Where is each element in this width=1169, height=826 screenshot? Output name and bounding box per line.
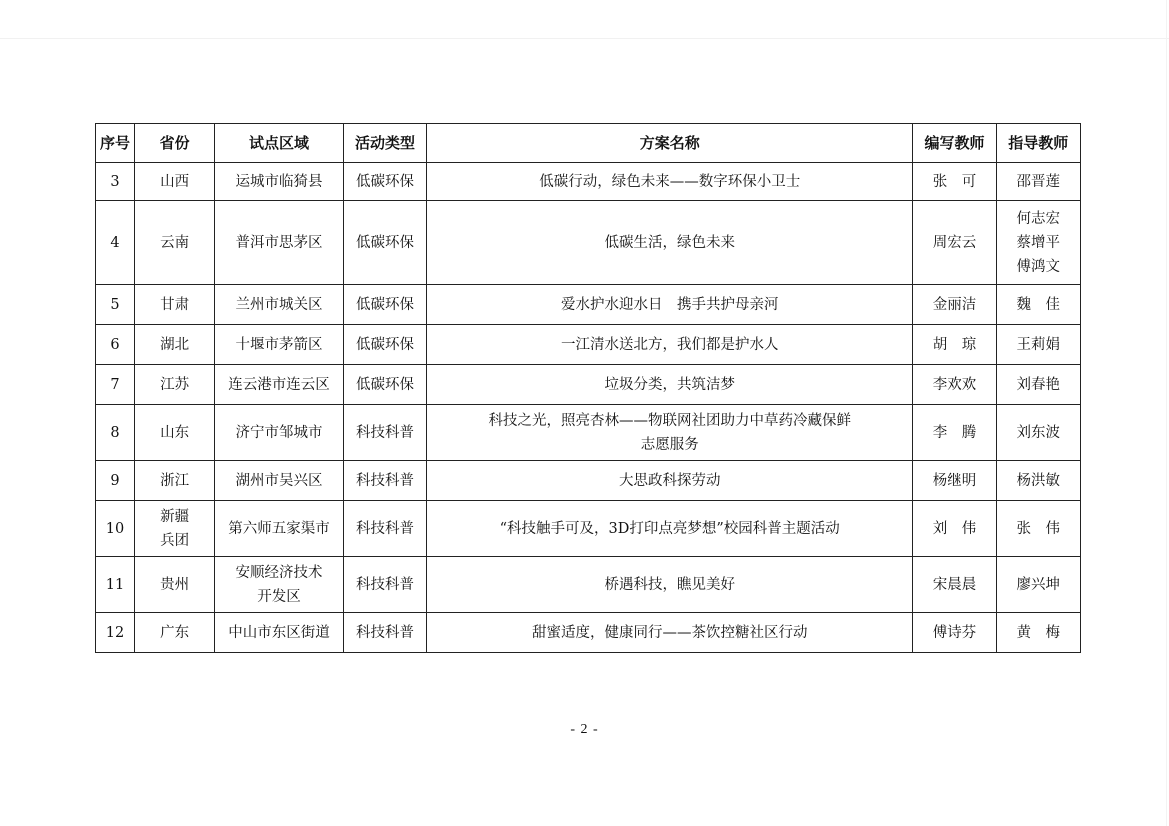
cell-no: 8 [96,405,135,461]
cell-guide: 王莉娟 [996,325,1080,365]
table-row [96,285,1081,325]
cell-province: 山西 [135,163,215,201]
cell-no: 7 [96,365,135,405]
cell-writer: 李 腾 [913,405,996,461]
cell-guide-line: 傅鸿文 [1016,258,1061,275]
cell-guide-line: 蔡增平 [1016,234,1061,251]
cell-area-line: 开发区 [257,588,301,605]
cell-guide: 廖兴坤 [996,557,1080,613]
cell-plan: 垃圾分类，共筑洁梦 [427,365,913,405]
cell-writer: 宋晨晨 [913,557,996,613]
header-province: 省份 [135,124,215,163]
cell-guide-line: 何志宏 [1016,210,1061,227]
header-area: 试点区域 [215,124,344,163]
cell-writer: 李欢欢 [913,365,996,405]
cell-area: 十堰市茅箭区 [215,325,344,365]
cell-guide: 邵晋莲 [996,163,1080,201]
cell-province: 江苏 [135,365,215,405]
table-header-row [96,124,1081,163]
cell-province: 浙江 [135,461,215,501]
page-number: - 2 - [570,722,599,737]
cell-area: 兰州市城关区 [215,285,344,325]
cell-plan: 大思政科探劳动 [427,461,913,501]
cell-province: 甘肃 [135,285,215,325]
cell-plan [427,405,913,461]
scan-edge-line-right [1166,0,1167,826]
header-plan: 方案名称 [427,124,913,163]
header-no: 序号 [96,124,135,163]
cell-plan: 桥遇科技，瞧见美好 [427,557,913,613]
cell-type: 科技科普 [343,613,426,653]
cell-area: 普洱市思茅区 [215,201,344,285]
cell-type: 低碳环保 [343,285,426,325]
cell-plan: 爱水护水迎水日 携手共护母亲河 [427,285,913,325]
cell-province-line: 兵团 [160,532,190,549]
cell-no: 10 [96,501,135,557]
table-row [96,557,1081,613]
cell-writer: 杨继明 [913,461,996,501]
cell-area: 连云港市连云区 [215,365,344,405]
cell-plan: 一江清水送北方，我们都是护水人 [427,325,913,365]
cell-writer: 金丽洁 [913,285,996,325]
cell-area-line: 安顺经济技术 [235,564,323,581]
cell-area [215,557,344,613]
table-row [96,163,1081,201]
cell-no: 12 [96,613,135,653]
cell-guide: 杨洪敏 [996,461,1080,501]
cell-type: 低碳环保 [343,201,426,285]
cell-type: 低碳环保 [343,365,426,405]
table-row [96,325,1081,365]
cell-type: 科技科普 [343,557,426,613]
cell-guide: 刘东波 [996,405,1080,461]
cell-writer: 刘 伟 [913,501,996,557]
cell-area: 中山市东区街道 [215,613,344,653]
cell-province: 云南 [135,201,215,285]
header-type: 活动类型 [343,124,426,163]
header-writer: 编写教师 [913,124,996,163]
cell-writer: 傅诗芬 [913,613,996,653]
cell-province: 广东 [135,613,215,653]
cell-province [135,501,215,557]
table-row [96,501,1081,557]
cell-type: 低碳环保 [343,163,426,201]
cell-writer: 胡 琼 [913,325,996,365]
cell-no: 6 [96,325,135,365]
cell-area: 运城市临猗县 [215,163,344,201]
table-row [96,365,1081,405]
cell-type: 科技科普 [343,405,426,461]
pilot-plan-table [95,123,1081,653]
table-row [96,461,1081,501]
cell-plan: “科技触手可及，3D打印点亮梦想”校园科普主题活动 [427,501,913,557]
cell-guide: 刘春艳 [996,365,1080,405]
cell-plan: 低碳行动，绿色未来——数字环保小卫士 [427,163,913,201]
cell-no: 9 [96,461,135,501]
cell-guide: 黄 梅 [996,613,1080,653]
cell-plan: 低碳生活，绿色未来 [427,201,913,285]
cell-no: 5 [96,285,135,325]
table-body [96,163,1081,653]
cell-type: 科技科普 [343,461,426,501]
cell-area: 湖州市吴兴区 [215,461,344,501]
cell-area: 济宁市邹城市 [215,405,344,461]
cell-plan-line: 科技之光，照亮杏林——物联网社团助力中草药冷藏保鲜 [488,412,851,429]
table-row [96,405,1081,461]
cell-writer: 张 可 [913,163,996,201]
cell-province: 山东 [135,405,215,461]
table-row [96,201,1081,285]
cell-type: 低碳环保 [343,325,426,365]
cell-writer: 周宏云 [913,201,996,285]
header-guide: 指导教师 [996,124,1080,163]
cell-no: 3 [96,163,135,201]
table-row [96,613,1081,653]
cell-guide: 魏 佳 [996,285,1080,325]
scan-edge-line [0,38,1169,39]
cell-plan-line: 志愿服务 [640,436,699,453]
cell-guide [996,201,1080,285]
cell-guide: 张 伟 [996,501,1080,557]
cell-province-line: 新疆 [160,508,190,525]
cell-area: 第六师五家渠市 [215,501,344,557]
cell-no: 4 [96,201,135,285]
cell-province: 湖北 [135,325,215,365]
cell-type: 科技科普 [343,501,426,557]
cell-province: 贵州 [135,557,215,613]
cell-plan: 甜蜜适度，健康同行——茶饮控糖社区行动 [427,613,913,653]
cell-no: 11 [96,557,135,613]
